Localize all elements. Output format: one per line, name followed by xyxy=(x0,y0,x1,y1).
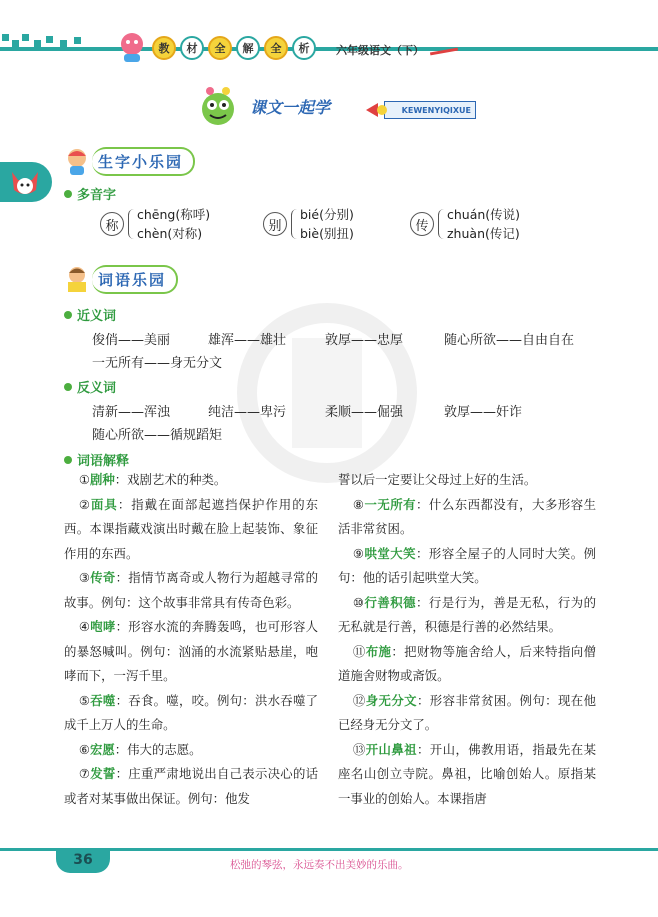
watermark-logo xyxy=(232,298,422,488)
polyphone-item xyxy=(410,205,520,243)
polyphone-char: 传 xyxy=(410,212,434,236)
bullet-icon xyxy=(64,456,72,464)
cartoon-child-icon xyxy=(62,146,92,176)
polyphone-item xyxy=(100,205,210,243)
cartoon-reader-icon xyxy=(62,264,92,294)
page-number: 36 xyxy=(73,852,93,868)
footer-motto: 松弛的琴弦，永远奏不出美妙的乐曲。 xyxy=(230,859,409,871)
brand-char: 解 xyxy=(236,36,260,60)
grade-label: 六年级语文（下） xyxy=(336,44,424,57)
explanation-item: ⑫身无分文：形容非常贫困。例句：现在他已经身无分文了。 xyxy=(338,692,597,732)
mascot-icon xyxy=(114,28,150,64)
synonym-pair: 俊俏——美丽 xyxy=(92,333,171,348)
reading: zhuàn(传记) xyxy=(447,226,520,241)
explanation-item: ⑬开山鼻祖：开山，佛教用语，指最先在某座名山创立寺院。鼻祖，比喻创始人。原指某一事业的创始人。本课指唐 xyxy=(338,741,597,806)
antonym-pair: 随心所欲——循规蹈矩 xyxy=(92,428,223,443)
brand-char: 析 xyxy=(292,36,316,60)
explanation-continuation: 誓以后一定要让父母过上好的生活。 xyxy=(338,472,537,487)
explanations-left-column xyxy=(64,468,318,811)
section-title: 词语乐园 xyxy=(92,265,178,294)
explanation-item: ⑪布施：把财物等施舍给人，后来特指向僧道施舍财物或斋饭。 xyxy=(338,643,597,683)
synonym-pair: 敦厚——忠厚 xyxy=(325,333,404,348)
bullet-icon xyxy=(64,383,72,391)
bullet-icon xyxy=(64,190,72,198)
explanation-item: ⑩行善积德：行是行为，善是无私，行为的无私就是行善，积德是行善的必然结果。 xyxy=(338,594,597,634)
polyphone-char: 别 xyxy=(263,212,287,236)
bullet-icon xyxy=(64,311,72,319)
header-strip xyxy=(0,47,658,51)
synonym-pair: 雄浑——雄壮 xyxy=(208,333,287,348)
polyphone-char: 称 xyxy=(100,212,124,236)
brace xyxy=(128,209,135,239)
antonym-pair: 柔顺——倔强 xyxy=(325,405,404,420)
brand-title xyxy=(152,36,316,60)
reading: chuán(传说) xyxy=(447,207,521,222)
brand-char: 材 xyxy=(180,36,204,60)
explanation-item: ③传奇：指情节离奇或人物行为超越寻常的故事。例句：这个故事非常具有传奇色彩。 xyxy=(64,570,319,610)
reading: chèn(对称) xyxy=(137,226,203,241)
explanation-item: ⑧一无所有：什么东西都没有，大多形容生活非常贫困。 xyxy=(338,496,597,536)
header-decoration xyxy=(0,34,100,48)
pointing-hand-icon xyxy=(364,100,388,120)
explanation-item: ⑦发誓：庄重严肃地说出自己表示决心的话或者对某事做出保证。例句：他发 xyxy=(64,766,319,806)
explanation-item: ①剧种：戏剧艺术的种类。 xyxy=(78,472,227,487)
explanation-item: ④咆哮：形容水流的奔腾轰鸣，也可形容人的暴怒喊叫。例句：汹涌的水流紧贴悬崖，咆哮而下，一泻千里。 xyxy=(64,619,319,683)
synonym-pair: 随心所欲——自由自在 xyxy=(444,333,575,348)
polyphone-item xyxy=(263,205,354,243)
explanation-item: ⑤吞噬：吞食。噬，咬。例句：洪水吞噬了成千上万人的生命。 xyxy=(64,692,319,732)
subheading-polyphone: 多音字 xyxy=(64,184,116,203)
antonym-pair: 敦厚——奸诈 xyxy=(444,405,523,420)
reading: chēng(称呼) xyxy=(137,207,211,222)
synonym-pair: 一无所有——身无分文 xyxy=(92,356,223,371)
section-shengzi xyxy=(62,146,195,176)
brace xyxy=(291,209,298,239)
antonym-pair: 清新——浑浊 xyxy=(92,405,171,420)
subheading-synonyms: 近义词 xyxy=(64,305,116,324)
brand-char: 教 xyxy=(152,36,176,60)
explanations-right-column xyxy=(338,468,596,811)
brand-char: 全 xyxy=(264,36,288,60)
antonym-pair: 纯洁——卑污 xyxy=(208,405,287,420)
subheading-antonyms: 反义词 xyxy=(64,377,116,396)
reading: bié(分别) xyxy=(300,207,354,222)
section-ciyu xyxy=(62,264,178,294)
section-title: 生字小乐园 xyxy=(92,147,195,176)
banner-title: 课文一起学 xyxy=(250,98,331,117)
reading: biè(别扭) xyxy=(300,226,354,241)
subheading-explanations: 词语解释 xyxy=(64,450,129,469)
brace xyxy=(438,209,445,239)
explanation-item: ⑨哄堂大笑：形容全屋子的人同时大笑。例句：他的话引起哄堂大笑。 xyxy=(338,545,597,585)
banner-pinyin: KEWENYIQIXUE xyxy=(384,101,476,119)
brand-char: 全 xyxy=(208,36,232,60)
explanation-item: ②面具：指戴在面部起遮挡保护作用的东西。本课指藏戏演出时戴在脸上起装饰、象征作用的东西。 xyxy=(64,496,319,561)
mascot-face-icon xyxy=(8,166,42,198)
green-monster-icon xyxy=(196,85,240,129)
explanation-item: ⑥宏愿：伟大的志愿。 xyxy=(78,741,202,757)
